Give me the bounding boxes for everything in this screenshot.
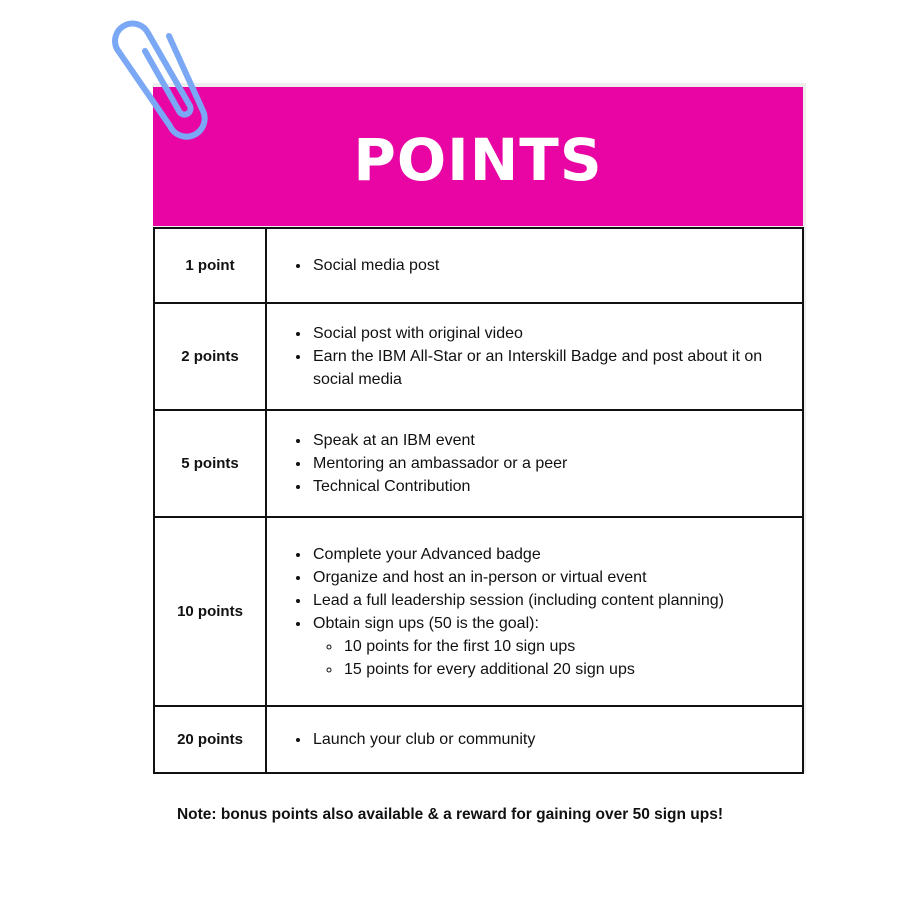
bullet-list [267,429,802,498]
row-label: 1 point [154,228,266,303]
table-row [154,410,803,517]
row-description [266,517,803,706]
bullet-list [267,254,802,277]
sub-list-item: ◦ 10 points for the first 10 sign ups [342,635,762,658]
list-item: • Complete your Advanced badge [311,543,782,566]
table-row [154,303,803,410]
list-item: • Lead a full leadership session (including content planning) [311,589,782,612]
row-label: 10 points [154,517,266,706]
page-title: POINTS [353,125,603,194]
list-item: • Mentoring an ambassador or a peer [311,452,782,475]
paperclip-icon [105,16,215,151]
list-item [311,612,782,681]
list-item: • Earn the IBM All-Star or an Interskill Badge and post about it on social media [311,345,782,391]
footer-note: Note: bonus points also available & a reward for gaining over 50 sign ups! [176,806,724,823]
row-description [266,303,803,410]
list-item-text: Obtain sign ups (50 is the goal): [313,614,539,632]
bullet-list [267,728,802,751]
points-table [153,227,804,774]
row-description [266,706,803,773]
table-row [154,228,803,303]
row-label: 5 points [154,410,266,517]
title-banner [153,87,803,226]
list-item: • Social post with original video [311,322,782,345]
list-item: • Speak at an IBM event [311,429,782,452]
bullet-list [267,543,802,681]
row-label: 2 points [154,303,266,410]
sub-list-item: ◦ 15 points for every additional 20 sign ups [342,658,762,681]
list-item: • Organize and host an in-person or virtual event [311,566,782,589]
row-label: 20 points [154,706,266,773]
list-item: • Social media post [311,254,782,277]
list-item: • Launch your club or community [311,728,782,751]
bullet-list [267,322,802,391]
sub-bullet-list [313,635,782,681]
row-description [266,228,803,303]
list-item: • Technical Contribution [311,475,782,498]
table-row [154,517,803,706]
table-row [154,706,803,773]
row-description [266,410,803,517]
